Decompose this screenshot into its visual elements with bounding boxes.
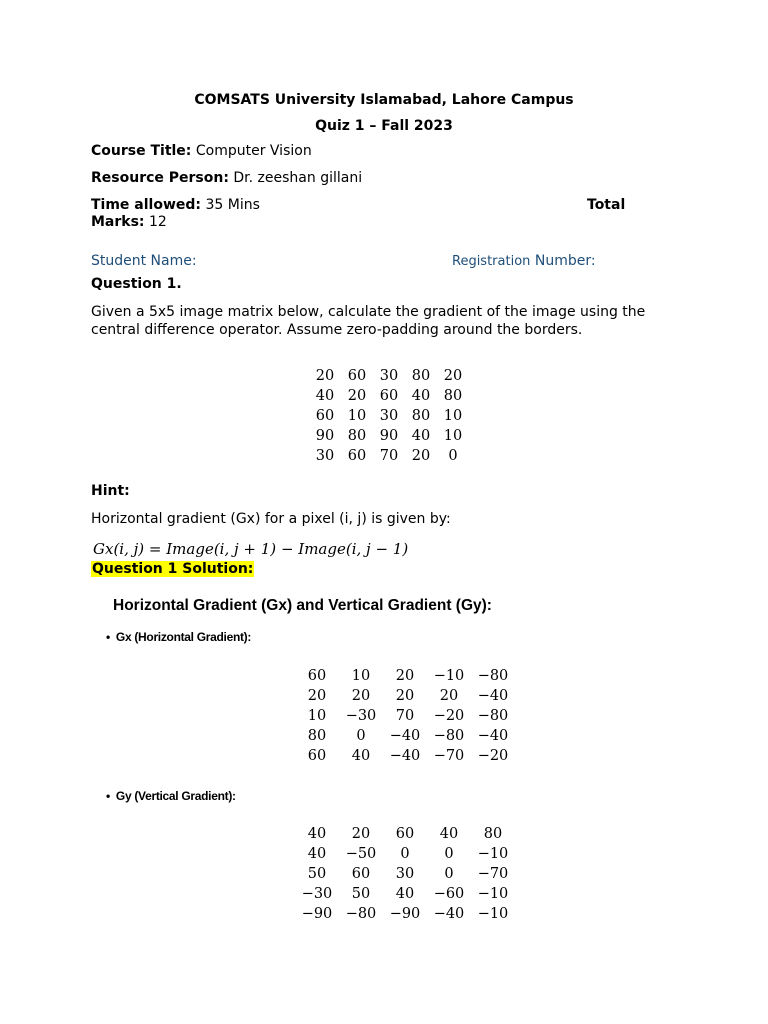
matrix-cell: −10 <box>433 668 465 684</box>
matrix-cell: −10 <box>477 886 509 902</box>
matrix-cell: 90 <box>379 428 399 444</box>
matrix-cell: 30 <box>379 408 399 424</box>
total-label: Total <box>587 197 626 213</box>
matrix-cell: −40 <box>433 906 465 922</box>
matrix-cell: 80 <box>483 826 503 842</box>
matrix-cell: 50 <box>351 886 371 902</box>
gx-bullet <box>106 630 251 644</box>
matrix-cell: 30 <box>395 866 415 882</box>
matrix-cell: −90 <box>389 906 421 922</box>
matrix-cell: −60 <box>433 886 465 902</box>
matrix-row <box>309 366 469 386</box>
matrix-cell: 20 <box>347 388 367 404</box>
matrix-cell: −10 <box>477 846 509 862</box>
matrix-cell: 40 <box>411 388 431 404</box>
matrix-cell: 20 <box>439 688 459 704</box>
formula-term-2: Image(i, j − 1) <box>298 540 409 558</box>
matrix-cell: −70 <box>433 748 465 764</box>
matrix-row <box>295 864 515 884</box>
course-title-line <box>91 143 312 159</box>
marks-value: 12 <box>148 214 167 230</box>
matrix-cell: −20 <box>433 708 465 724</box>
matrix-cell: 20 <box>395 668 415 684</box>
time-allowed-label: Time allowed: <box>91 197 202 213</box>
matrix-cell: 0 <box>444 846 454 862</box>
matrix-cell: −80 <box>477 708 509 724</box>
resource-person-label: Resource Person: <box>91 170 229 186</box>
matrix-cell: 40 <box>307 826 327 842</box>
matrix-cell: 60 <box>351 866 371 882</box>
image-matrix <box>309 366 469 466</box>
formula-equals: = <box>144 540 167 558</box>
matrix-cell: 10 <box>307 708 327 724</box>
hint-heading: Hint: <box>91 483 130 499</box>
bullet-dot-icon: • <box>106 630 110 644</box>
registration-word: Registration <box>452 254 531 269</box>
marks-label: Marks: <box>91 214 145 230</box>
matrix-row <box>295 746 515 766</box>
matrix-cell: 40 <box>395 886 415 902</box>
matrix-cell: 40 <box>315 388 335 404</box>
matrix-cell: 60 <box>395 826 415 842</box>
matrix-row <box>295 844 515 864</box>
question-text-line-2: central difference operator. Assume zero-padding around the borders. <box>91 322 583 338</box>
matrix-cell: 80 <box>347 428 367 444</box>
matrix-row <box>309 426 469 446</box>
matrix-cell: 20 <box>307 688 327 704</box>
matrix-cell: 30 <box>315 448 335 464</box>
resource-person-line <box>91 170 362 186</box>
matrix-cell: −30 <box>345 708 377 724</box>
matrix-row <box>309 446 469 466</box>
gradient-formula <box>93 540 408 558</box>
formula-lhs: Gx(i, j) <box>93 540 145 558</box>
time-allowed-line <box>91 197 260 213</box>
matrix-cell: 10 <box>443 428 463 444</box>
gy-label: Gy (Vertical Gradient): <box>115 789 236 803</box>
matrix-cell: −70 <box>477 866 509 882</box>
matrix-cell: 20 <box>411 448 431 464</box>
matrix-cell: 80 <box>443 388 463 404</box>
matrix-cell: 20 <box>443 368 463 384</box>
matrix-cell: 60 <box>307 668 327 684</box>
matrix-row <box>309 406 469 426</box>
course-title-label: Course Title: <box>91 143 192 159</box>
matrix-cell: −10 <box>477 906 509 922</box>
matrix-cell: 20 <box>315 368 335 384</box>
course-title-value: Computer Vision <box>195 143 312 159</box>
question-text-line-1: Given a 5x5 image matrix below, calculate the gradient of the image using the <box>91 304 646 320</box>
matrix-cell: 40 <box>307 846 327 862</box>
matrix-cell: 70 <box>379 448 399 464</box>
matrix-cell: 50 <box>307 866 327 882</box>
matrix-cell: 60 <box>379 388 399 404</box>
matrix-cell: 90 <box>315 428 335 444</box>
matrix-row <box>295 706 515 726</box>
gx-label: Gx (Horizontal Gradient): <box>115 630 252 644</box>
gy-matrix <box>295 824 515 924</box>
formula-minus: − <box>276 540 299 558</box>
solution-subheading: Horizontal Gradient (Gx) and Vertical Gradient (Gy): <box>113 597 492 614</box>
formula-term-1: Image(i, j + 1) <box>166 540 277 558</box>
matrix-cell: 40 <box>351 748 371 764</box>
matrix-cell: 60 <box>307 748 327 764</box>
matrix-cell: −20 <box>477 748 509 764</box>
matrix-cell: −40 <box>389 748 421 764</box>
bullet-dot-icon: • <box>106 789 110 803</box>
resource-person-value: Dr. zeeshan gillani <box>233 170 363 186</box>
matrix-cell: −50 <box>345 846 377 862</box>
matrix-row <box>295 884 515 904</box>
matrix-cell: 20 <box>351 826 371 842</box>
matrix-cell: −40 <box>477 688 509 704</box>
matrix-cell: 10 <box>351 668 371 684</box>
total-marks-line <box>91 214 167 230</box>
matrix-cell: 0 <box>356 728 366 744</box>
matrix-cell: 80 <box>411 408 431 424</box>
student-name-label: Student Name: <box>91 253 197 269</box>
matrix-cell: 60 <box>347 448 367 464</box>
matrix-cell: 60 <box>347 368 367 384</box>
matrix-cell: 20 <box>351 688 371 704</box>
matrix-cell: −40 <box>477 728 509 744</box>
time-allowed-value: 35 Mins <box>205 197 260 213</box>
matrix-cell: 10 <box>443 408 463 424</box>
gx-matrix <box>295 666 515 766</box>
matrix-cell: 70 <box>395 708 415 724</box>
matrix-cell: −80 <box>433 728 465 744</box>
matrix-cell: −90 <box>301 906 333 922</box>
quiz-title: Quiz 1 – Fall 2023 <box>315 118 453 134</box>
gy-bullet <box>106 789 236 803</box>
matrix-cell: 0 <box>448 448 458 464</box>
matrix-row <box>295 824 515 844</box>
matrix-row <box>295 904 515 924</box>
matrix-row <box>295 666 515 686</box>
matrix-cell: 0 <box>400 846 410 862</box>
matrix-cell: 60 <box>315 408 335 424</box>
matrix-row <box>295 686 515 706</box>
matrix-cell: −80 <box>345 906 377 922</box>
matrix-cell: −30 <box>301 886 333 902</box>
university-title: COMSATS University Islamabad, Lahore Campus <box>194 92 574 108</box>
matrix-row <box>295 726 515 746</box>
matrix-cell: 40 <box>439 826 459 842</box>
matrix-cell: 30 <box>379 368 399 384</box>
matrix-cell: 20 <box>395 688 415 704</box>
question-heading: Question 1. <box>91 276 182 292</box>
number-word: Number: <box>534 253 596 269</box>
matrix-row <box>309 386 469 406</box>
matrix-cell: 80 <box>307 728 327 744</box>
matrix-cell: 80 <box>411 368 431 384</box>
matrix-cell: 40 <box>411 428 431 444</box>
matrix-cell: 0 <box>444 866 454 882</box>
matrix-cell: −40 <box>389 728 421 744</box>
matrix-cell: 10 <box>347 408 367 424</box>
solution-heading: Question 1 Solution: <box>92 561 254 577</box>
hint-text: Horizontal gradient (Gx) for a pixel (i, j) is given by: <box>91 511 451 527</box>
registration-number-label <box>452 253 596 269</box>
matrix-cell: −80 <box>477 668 509 684</box>
